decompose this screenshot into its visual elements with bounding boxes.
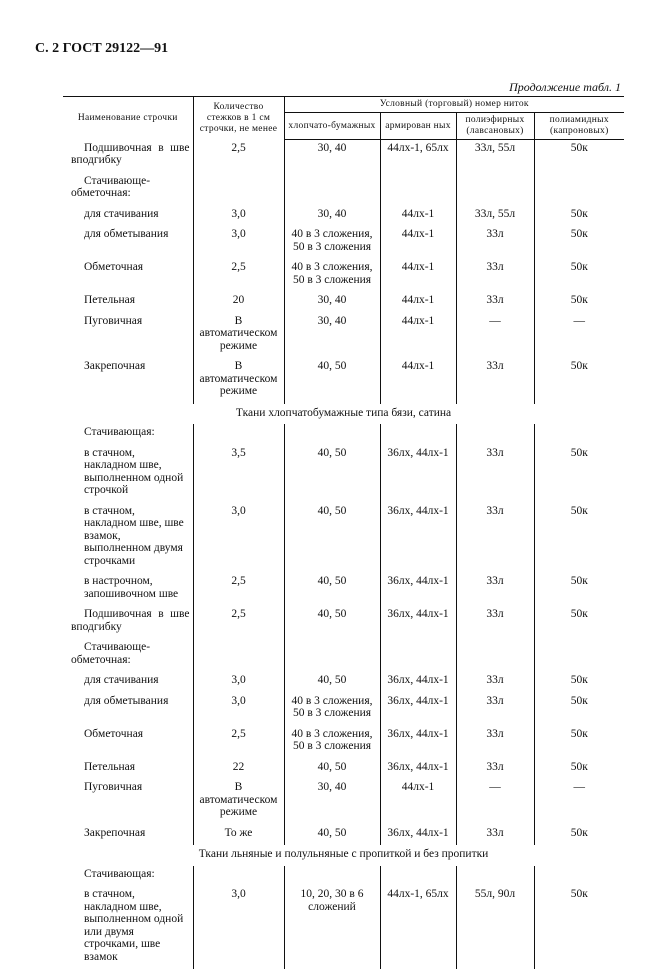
header-polyamide: полиамидных (капроновых)	[534, 113, 624, 140]
polyamide-thread-cell: 50к	[534, 445, 624, 503]
polyamide-thread-cell: —	[534, 779, 624, 825]
cotton-thread-cell	[284, 173, 380, 206]
polyester-thread-cell	[456, 173, 534, 206]
cotton-thread-cell: 40 в 3 сложения, 50 в 3 сложения	[284, 259, 380, 292]
polyamide-thread-cell: 50к	[534, 292, 624, 313]
armored-thread-cell: 36лх, 44лх-1	[380, 693, 456, 726]
polyamide-thread-cell: 50к	[534, 259, 624, 292]
cotton-thread-cell: 30, 40	[284, 292, 380, 313]
polyamide-thread-cell	[534, 639, 624, 672]
stitch-count-cell: 2,5	[193, 606, 284, 639]
stitch-count-cell	[193, 866, 284, 887]
armored-thread-cell: 44лх-1	[380, 779, 456, 825]
stitch-count-cell: В автоматическом режиме	[193, 358, 284, 404]
stitch-name-cell: Подшивочная в шве вподгибку	[63, 140, 193, 173]
stitch-name-cell: в стачном, накладном шве, шве взамок, выполненном двумя строчками	[63, 503, 193, 574]
polyamide-thread-cell: 50к	[534, 825, 624, 846]
armored-thread-cell: 36лх, 44лх-1	[380, 445, 456, 503]
polyamide-thread-cell	[534, 173, 624, 206]
armored-thread-cell: 44лх-1	[380, 292, 456, 313]
stitch-count-cell: 2,5	[193, 726, 284, 759]
stitch-count-cell	[193, 424, 284, 445]
cotton-thread-cell: 40, 50	[284, 503, 380, 574]
table-row	[63, 639, 624, 672]
stitch-count-cell: 3,0	[193, 672, 284, 693]
header-thread-number: Условный (торговый) номер ниток	[284, 97, 624, 113]
armored-thread-cell: 44лх-1	[380, 313, 456, 359]
table-row	[63, 292, 624, 313]
polyester-thread-cell: 33л	[456, 759, 534, 780]
armored-thread-cell	[380, 173, 456, 206]
table-row	[63, 726, 624, 759]
cotton-thread-cell: 40 в 3 сложения, 50 в 3 сложения	[284, 693, 380, 726]
stitch-name-cell: в стачном, накладном шве, выполненном одной строчкой	[63, 445, 193, 503]
stitch-count-cell: 2,5	[193, 573, 284, 606]
armored-thread-cell: 36лх, 44лх-1	[380, 759, 456, 780]
polyester-thread-cell: 33л	[456, 672, 534, 693]
polyester-thread-cell: 33л	[456, 825, 534, 846]
table-row	[63, 759, 624, 780]
armored-thread-cell	[380, 639, 456, 672]
stitch-name-cell: в стачном, накладном шве, выполненном одной или двумя строчками, шве взамок	[63, 886, 193, 969]
polyamide-thread-cell: 50к	[534, 226, 624, 259]
stitch-name-cell: Петельная	[63, 759, 193, 780]
polyester-thread-cell: 33л	[456, 726, 534, 759]
polyamide-thread-cell: —	[534, 313, 624, 359]
table-row	[63, 173, 624, 206]
polyamide-thread-cell: 50к	[534, 693, 624, 726]
stitch-count-cell: 3,0	[193, 886, 284, 969]
polyamide-thread-cell: 50к	[534, 886, 624, 969]
polyamide-thread-cell: 50к	[534, 503, 624, 574]
stitch-count-cell: 2,5	[193, 140, 284, 173]
polyamide-thread-cell: 50к	[534, 759, 624, 780]
armored-thread-cell	[380, 866, 456, 887]
stitch-count-cell: 3,0	[193, 693, 284, 726]
cotton-thread-cell: 30, 40	[284, 313, 380, 359]
polyester-thread-cell: 33л, 55л	[456, 206, 534, 227]
polyamide-thread-cell	[534, 424, 624, 445]
polyamide-thread-cell	[534, 866, 624, 887]
stitch-count-cell: 3,5	[193, 445, 284, 503]
stitch-count-cell: 3,0	[193, 226, 284, 259]
armored-thread-cell: 36лх, 44лх-1	[380, 825, 456, 846]
cotton-thread-cell	[284, 424, 380, 445]
polyester-thread-cell	[456, 639, 534, 672]
table-row	[63, 886, 624, 969]
armored-thread-cell: 44лх-1	[380, 226, 456, 259]
polyamide-thread-cell: 50к	[534, 140, 624, 173]
cotton-thread-cell: 30, 40	[284, 206, 380, 227]
polyester-thread-cell: 33л	[456, 358, 534, 404]
table-row	[63, 424, 624, 445]
cotton-thread-cell: 40 в 3 сложения, 50 в 3 сложения	[284, 226, 380, 259]
armored-thread-cell: 36лх, 44лх-1	[380, 606, 456, 639]
cotton-thread-cell: 40 в 3 сложения, 50 в 3 сложения	[284, 726, 380, 759]
polyester-thread-cell: 33л	[456, 693, 534, 726]
header-armored: армирован ных	[380, 113, 456, 140]
cotton-thread-cell: 30, 40	[284, 140, 380, 173]
table-row	[63, 206, 624, 227]
polyester-thread-cell: 33л	[456, 503, 534, 574]
table-row	[63, 825, 624, 846]
stitch-name-cell: для стачивания	[63, 672, 193, 693]
cotton-thread-cell: 40, 50	[284, 573, 380, 606]
table-row	[63, 358, 624, 404]
table-row	[63, 226, 624, 259]
polyester-thread-cell: 33л, 55л	[456, 140, 534, 173]
header-stitch-count: Количество стежков в 1 см строчки, не менее	[193, 97, 284, 140]
cotton-thread-cell: 40, 50	[284, 358, 380, 404]
section-header-row	[63, 404, 624, 425]
polyamide-thread-cell: 50к	[534, 726, 624, 759]
table-row	[63, 606, 624, 639]
section-header-row	[63, 845, 624, 866]
polyamide-thread-cell: 50к	[534, 358, 624, 404]
armored-thread-cell: 36лх, 44лх-1	[380, 726, 456, 759]
stitch-name-cell: Стачивающая:	[63, 866, 193, 887]
stitch-name-cell: Стачивающе-обметочная:	[63, 639, 193, 672]
cotton-thread-cell	[284, 639, 380, 672]
header-polyester: полиэфирных (лавсановых)	[456, 113, 534, 140]
stitch-count-cell: То же	[193, 825, 284, 846]
section-title: Ткани хлопчатобумажные типа бязи, сатина	[63, 404, 624, 425]
armored-thread-cell: 44лх-1	[380, 358, 456, 404]
stitch-count-cell: В автоматическом режиме	[193, 779, 284, 825]
polyester-thread-cell: 33л	[456, 226, 534, 259]
table-body	[63, 140, 624, 969]
stitch-name-cell: Петельная	[63, 292, 193, 313]
polyamide-thread-cell: 50к	[534, 606, 624, 639]
table-row	[63, 259, 624, 292]
armored-thread-cell: 44лх-1, 65лх	[380, 140, 456, 173]
stitch-name-cell: Закрепочная	[63, 825, 193, 846]
polyester-thread-cell	[456, 424, 534, 445]
armored-thread-cell	[380, 424, 456, 445]
armored-thread-cell: 36лх, 44лх-1	[380, 503, 456, 574]
cotton-thread-cell: 40, 50	[284, 825, 380, 846]
polyester-thread-cell: 33л	[456, 292, 534, 313]
polyamide-thread-cell: 50к	[534, 573, 624, 606]
armored-thread-cell: 36лх, 44лх-1	[380, 672, 456, 693]
cotton-thread-cell: 40, 50	[284, 759, 380, 780]
table-row	[63, 693, 624, 726]
table-row	[63, 672, 624, 693]
polyester-thread-cell: 33л	[456, 259, 534, 292]
polyamide-thread-cell: 50к	[534, 206, 624, 227]
table-row	[63, 866, 624, 887]
header-stitch-name: Наименование строчки	[63, 97, 193, 140]
armored-thread-cell: 44лх-1, 65лх	[380, 886, 456, 969]
stitch-name-cell: для обметывания	[63, 693, 193, 726]
polyester-thread-cell: 33л	[456, 573, 534, 606]
cotton-thread-cell	[284, 866, 380, 887]
header-cotton: хлопчато-бумажных	[284, 113, 380, 140]
cotton-thread-cell: 40, 50	[284, 672, 380, 693]
page-header: С. 2 ГОСТ 29122—91	[35, 41, 168, 57]
cotton-thread-cell: 40, 50	[284, 445, 380, 503]
table-row	[63, 140, 624, 173]
polyester-thread-cell: 33л	[456, 445, 534, 503]
stitch-count-cell	[193, 173, 284, 206]
cotton-thread-cell: 30, 40	[284, 779, 380, 825]
polyester-thread-cell: 33л	[456, 606, 534, 639]
threads-table	[63, 96, 624, 969]
stitch-count-cell: В автоматическом режиме	[193, 313, 284, 359]
table-continuation-label: Продолжение табл. 1	[509, 80, 621, 95]
stitch-name-cell: Стачивающая:	[63, 424, 193, 445]
stitch-name-cell: Пуговичная	[63, 313, 193, 359]
table-row	[63, 313, 624, 359]
cotton-thread-cell: 10, 20, 30 в 6 сложений	[284, 886, 380, 969]
stitch-count-cell	[193, 639, 284, 672]
armored-thread-cell: 44лх-1	[380, 206, 456, 227]
polyamide-thread-cell: 50к	[534, 672, 624, 693]
stitch-count-cell: 2,5	[193, 259, 284, 292]
stitch-name-cell: в настрочном, запошивочном шве	[63, 573, 193, 606]
armored-thread-cell: 44лх-1	[380, 259, 456, 292]
armored-thread-cell: 36лх, 44лх-1	[380, 573, 456, 606]
cotton-thread-cell: 40, 50	[284, 606, 380, 639]
table-row	[63, 573, 624, 606]
polyester-thread-cell: —	[456, 779, 534, 825]
polyester-thread-cell	[456, 866, 534, 887]
stitch-name-cell: Пуговичная	[63, 779, 193, 825]
stitch-name-cell: для стачивания	[63, 206, 193, 227]
stitch-count-cell: 3,0	[193, 206, 284, 227]
stitch-count-cell: 20	[193, 292, 284, 313]
stitch-name-cell: Подшивочная в шве вподгибку	[63, 606, 193, 639]
stitch-count-cell: 3,0	[193, 503, 284, 574]
table-row	[63, 503, 624, 574]
polyester-thread-cell: 55л, 90л	[456, 886, 534, 969]
stitch-name-cell: Обметочная	[63, 259, 193, 292]
stitch-name-cell: для обметывания	[63, 226, 193, 259]
table-row	[63, 779, 624, 825]
stitch-name-cell: Обметочная	[63, 726, 193, 759]
stitch-name-cell: Стачивающе-обметочная:	[63, 173, 193, 206]
table-row	[63, 445, 624, 503]
stitch-count-cell: 22	[193, 759, 284, 780]
section-title: Ткани льняные и полульняные с пропиткой и без пропитки	[63, 845, 624, 866]
stitch-name-cell: Закрепочная	[63, 358, 193, 404]
polyester-thread-cell: —	[456, 313, 534, 359]
